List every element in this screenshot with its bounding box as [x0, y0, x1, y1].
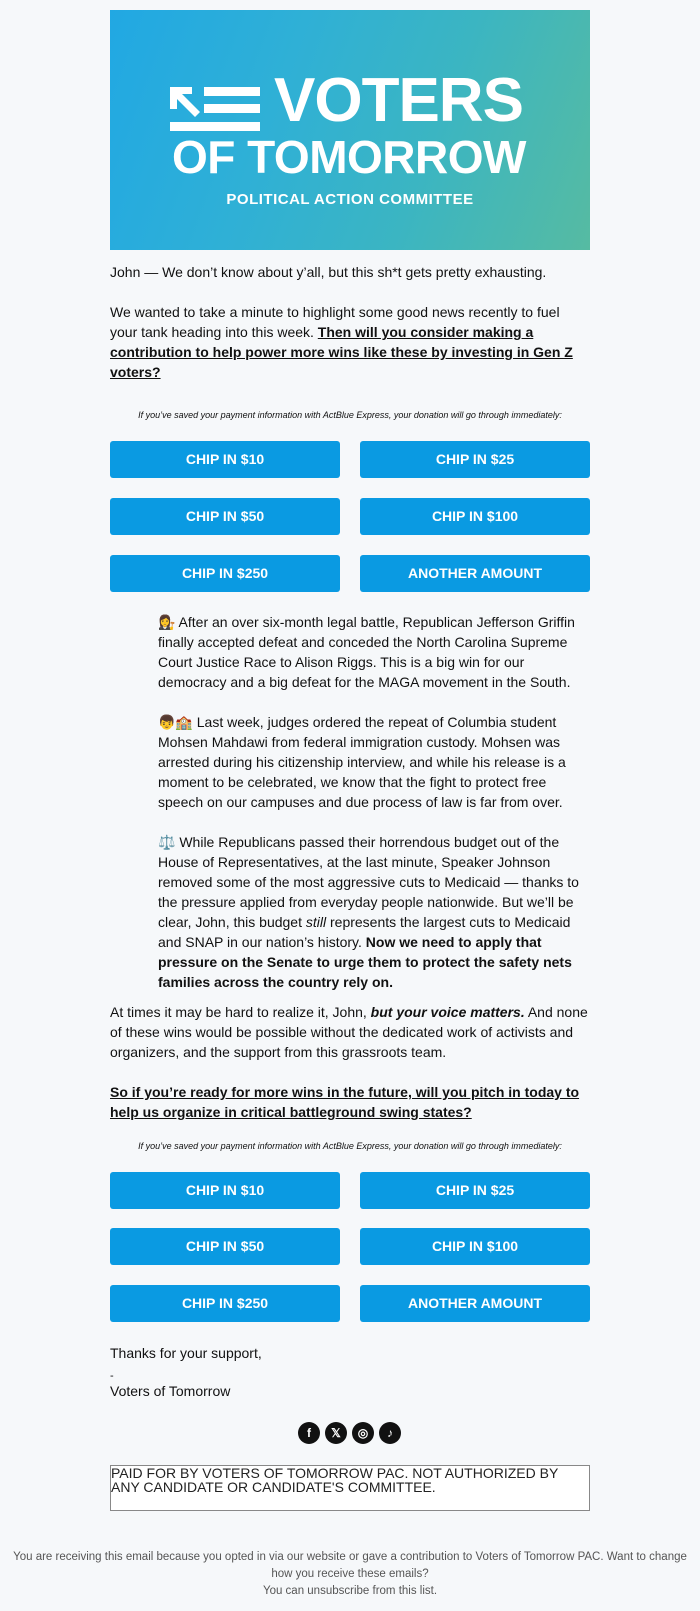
intro-text: We wanted to take a minute to highlight some good news recently to fuel your tank heading into this week. — [110, 304, 560, 340]
signoff — [110, 1343, 590, 1401]
closing-text: And none of these wins would be possible without the dedicated work of activists and organizers, and the support from this grassroots team. — [110, 1004, 588, 1060]
facebook-icon[interactable]: f — [298, 1422, 320, 1444]
social-links — [298, 1422, 402, 1446]
scales-emoji-icon: ⚖️ — [158, 834, 176, 850]
closing-cta-paragraph — [110, 1082, 590, 1122]
closing-section — [110, 1002, 590, 1122]
chip-in-250-button[interactable]: CHIP IN $250 — [110, 555, 340, 592]
closing-paragraph — [110, 1002, 590, 1062]
news-emphasis: still — [305, 914, 327, 930]
news-text: After an over six-month legal battle, Republican Jefferson Griffin finally accepted defeat and conceded the North Carolina Supreme Court Justice Race to Alison Riggs. This is a big win for our democracy and a big defeat for the MAGA movement in the South. — [158, 614, 575, 690]
another-amount-button[interactable]: ANOTHER AMOUNT — [360, 1285, 590, 1322]
footer — [10, 1549, 690, 1600]
news-item-budget — [158, 832, 582, 992]
intro-donate-link[interactable]: Then will you consider making a contribution to help power more wins like these by investing in Gen Z voters? — [110, 324, 573, 380]
news-item-griffin — [158, 612, 582, 692]
logo-text-voters: VOTERS — [274, 66, 523, 135]
signoff-thanks: Thanks for your support, — [110, 1345, 262, 1361]
news-text: While Republicans passed their horrendous budget out of the House of Representatives, at the last minute, Speaker Johnson removed some of the most aggressive cuts to Medicaid — thanks to the pressure applied from everyday people nationwide. But we’ll be clear, John, this budget — [158, 834, 579, 930]
news-bold-callout: Now we need to apply that pressure on the Senate to urge them to protect the safety nets families across the country rely on. — [158, 934, 572, 990]
judge-emoji-icon: 👩‍⚖️ — [158, 614, 176, 630]
logo — [170, 66, 530, 183]
signoff-dash: - — [110, 1370, 114, 1382]
unsubscribe-link[interactable]: You can unsubscribe from this list. — [262, 1585, 438, 1597]
news-text: Last week, judges ordered the repeat of Columbia student Mohsen Mahdawi from federal immigration custody. Mohsen was arrested during his citizenship interview, and while his release is a moment to be celebrated, we know that the fight to protect free speech on our campuses and due process of law is far from over. — [158, 714, 566, 810]
chip-in-250-button[interactable]: CHIP IN $250 — [110, 1285, 340, 1322]
closing-emphasis: but your voice matters. — [370, 1004, 525, 1020]
arrow-lines-icon — [170, 85, 260, 133]
actblue-note-2: If you’ve saved your payment information with ActBlue Express, your donation will go through immediately: — [138, 1141, 562, 1151]
signoff-name: Voters of Tomorrow — [110, 1383, 231, 1399]
actblue-note: If you’ve saved your payment information with ActBlue Express, your donation will go through immediately: — [138, 410, 562, 420]
student-school-emoji-icon: 👦🏫 — [158, 714, 193, 730]
news-text: represents the largest cuts to Medicaid and SNAP in our nation’s history. — [158, 914, 571, 950]
chip-in-100-button[interactable]: CHIP IN $100 — [360, 1228, 590, 1265]
closing-donate-link[interactable]: So if you’re ready for more wins in the future, will you pitch in today to help us organize in critical battleground swing states? — [110, 1084, 580, 1120]
another-amount-button[interactable]: ANOTHER AMOUNT — [360, 555, 590, 592]
chip-in-100-button[interactable]: CHIP IN $100 — [360, 498, 590, 535]
intro-paragraph — [110, 302, 590, 382]
intro-greeting: John — We don’t know about y’all, but this sh*t gets pretty exhausting. — [110, 264, 547, 280]
news-item-mahdawi — [158, 712, 582, 812]
logo-text-of-tomorrow: OF TOMORROW — [172, 131, 526, 183]
footer-optin-text: You are receiving this email because you opted in via our website or gave a contribution to Voters of Tomorrow PAC. Want to change how you receive these emails? — [13, 1551, 687, 1580]
logo-subtitle: POLITICAL ACTION COMMITTEE — [226, 191, 474, 208]
instagram-icon[interactable]: ◎ — [352, 1422, 374, 1444]
chip-in-25-button[interactable]: CHIP IN $25 — [360, 441, 590, 478]
chip-in-10-button[interactable]: CHIP IN $10 — [110, 441, 340, 478]
paid-for-disclaimer: PAID FOR BY VOTERS OF TOMORROW PAC. NOT AUTHORIZED BY ANY CANDIDATE OR CANDIDATE'S COMMITTEE. — [110, 1465, 590, 1511]
x-icon[interactable]: 𝕏 — [325, 1422, 347, 1444]
news-list — [158, 612, 582, 992]
closing-text: At times it may be hard to realize it, John, — [110, 1004, 371, 1020]
chip-in-50-button[interactable]: CHIP IN $50 — [110, 498, 340, 535]
intro-section — [110, 262, 590, 382]
chip-in-50-button[interactable]: CHIP IN $50 — [110, 1228, 340, 1265]
chip-in-10-button[interactable]: CHIP IN $10 — [110, 1172, 340, 1209]
tiktok-icon[interactable]: ♪ — [379, 1422, 401, 1444]
header-banner — [110, 10, 590, 250]
chip-in-25-button[interactable]: CHIP IN $25 — [360, 1172, 590, 1209]
